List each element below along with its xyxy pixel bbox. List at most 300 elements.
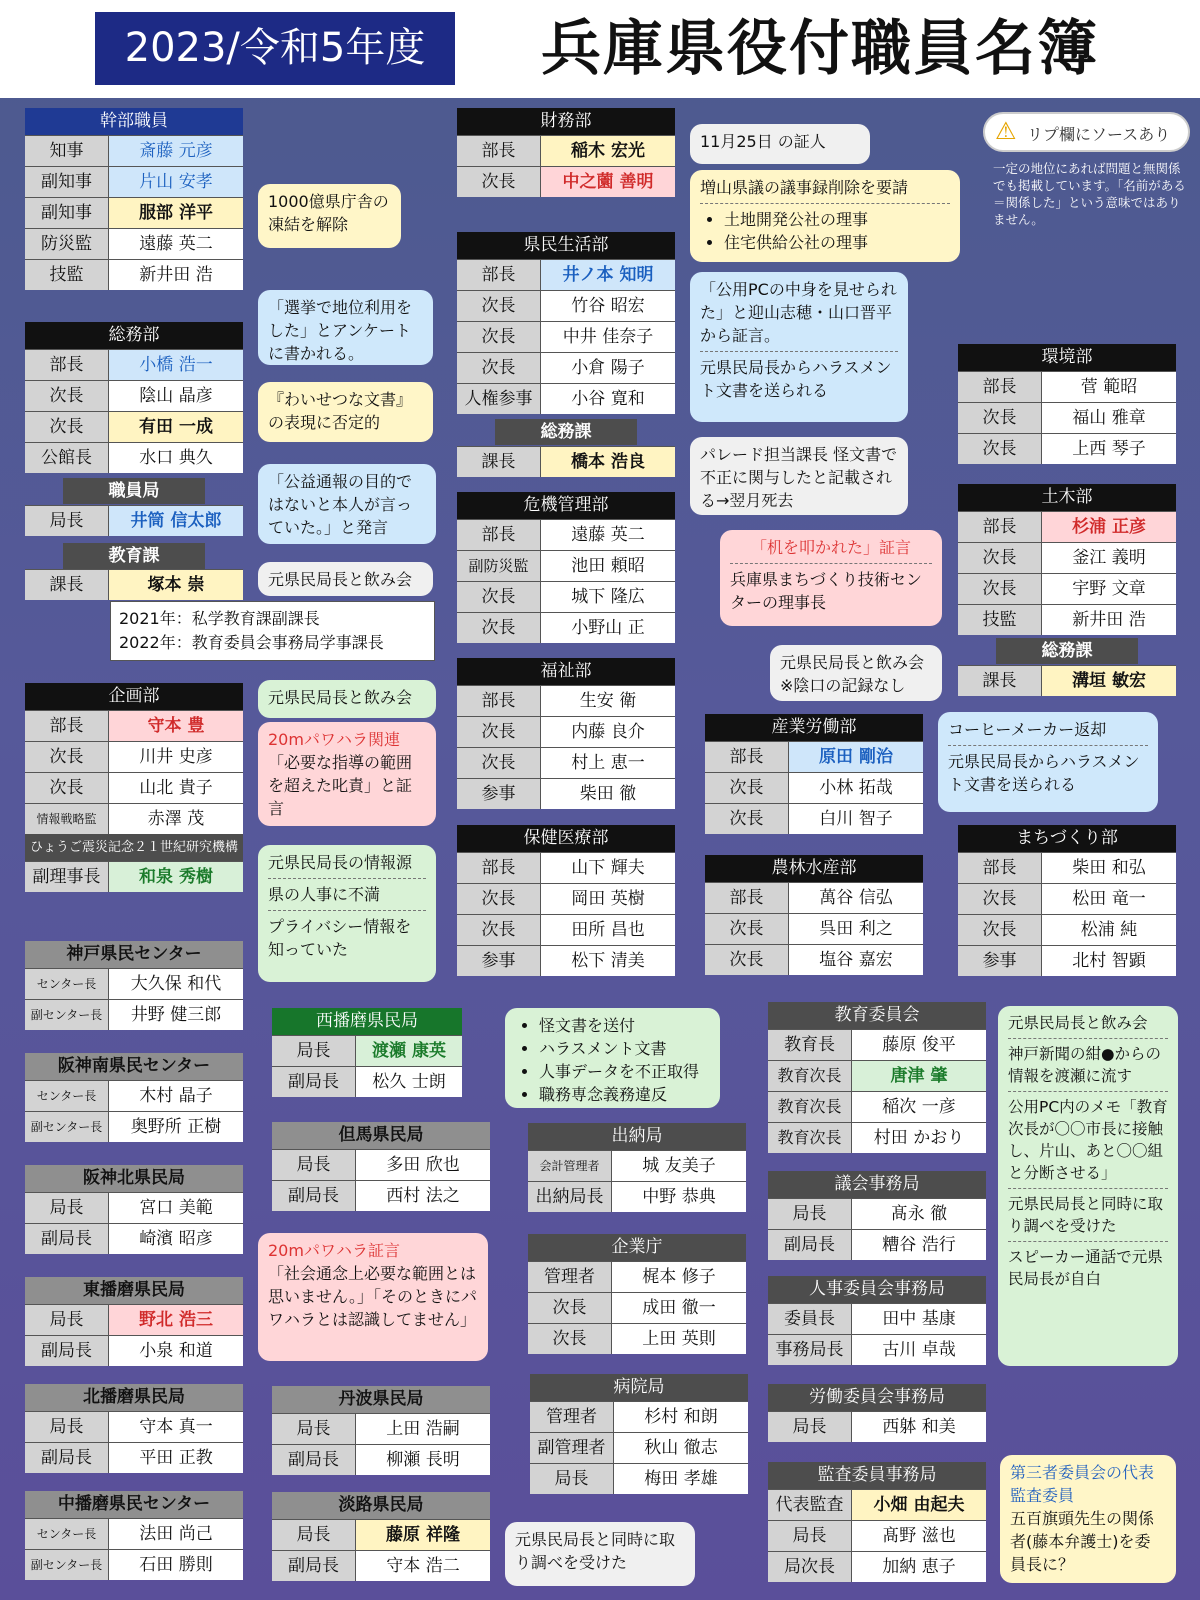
block-kansa — [768, 1462, 986, 1582]
person: 藤原 祥隆 — [356, 1520, 490, 1550]
role: 次長 — [528, 1293, 612, 1323]
person: 服部 洋平 — [109, 198, 243, 228]
role: 教育次長 — [768, 1092, 852, 1122]
person: 梅田 孝雄 — [644, 1469, 718, 1489]
block-kitaharima — [25, 1384, 243, 1473]
person: 小畑 由起夫 — [852, 1490, 986, 1520]
person: 有田 一成 — [109, 412, 243, 442]
block-title: 環境部 — [958, 344, 1176, 371]
person: 村田 かおり — [873, 1128, 965, 1148]
role: 次長 — [705, 945, 789, 975]
block-shokuin — [25, 505, 243, 536]
role: 副防災監 — [457, 551, 541, 581]
person: 塩谷 嘉宏 — [819, 950, 893, 970]
role: 教育次長 — [768, 1061, 852, 1091]
person: 陰山 晶彦 — [139, 386, 213, 406]
block-title: 教育委員会 — [768, 1002, 986, 1029]
person: 岡田 英樹 — [571, 889, 645, 909]
note-line: 公用PC内のメモ「教育次長が〇〇市長に接触し、片山、あと〇〇組と分断させる」 — [1008, 1098, 1168, 1182]
note-line: 「公用PCの中身を見せられた」と迎山志穂・山口晋平から証言。 — [700, 280, 897, 345]
note-izumi — [258, 845, 436, 982]
block-byoin — [530, 1374, 748, 1494]
block-title: 東播磨県民局 — [25, 1277, 243, 1304]
note-morimoto-a: 元県民局長と飲み会 — [258, 680, 436, 718]
block-title: まちづくり部 — [958, 825, 1176, 852]
note-line: 増山県議の議事録削除を要請 — [700, 178, 909, 197]
source-desc: 一定の地位にあれば問題と無関係でも掲載しています。「名前がある＝関係した」という意味ではありません。 — [993, 161, 1186, 227]
person: 加納 恵子 — [882, 1557, 956, 1577]
role: 部長 — [457, 520, 541, 550]
note-nakanozono — [690, 170, 960, 262]
note-line: コーヒーメーカー返却 — [948, 720, 1107, 739]
person: 杉村 和朗 — [644, 1407, 718, 1427]
person: 白川 智子 — [819, 809, 893, 829]
note-morimoto-b — [258, 722, 436, 826]
person: 城下 隆広 — [571, 587, 645, 607]
sub-kiko: ひょうご震災記念２１世紀研究機構 — [25, 834, 243, 861]
history-line: 2021年：私学教育課副課長 — [119, 609, 320, 628]
role: 委員長 — [768, 1304, 852, 1334]
person: 塚本 崇 — [109, 570, 243, 600]
person: 柴田 和弘 — [1072, 858, 1146, 878]
note-line: 元県民局長の情報源 — [268, 853, 413, 872]
role: 部長 — [705, 742, 789, 772]
source-badge — [983, 112, 1190, 152]
person: 原田 剛治 — [789, 742, 923, 772]
role: 情報戦略監 — [25, 804, 109, 834]
note-line: • 職務専念義務違反 — [539, 1083, 710, 1106]
role: 次長 — [25, 773, 109, 803]
role: 局長 — [272, 1150, 356, 1180]
role: 事務局長 — [768, 1335, 852, 1365]
person: 稲木 宏光 — [541, 136, 675, 166]
person: 小倉 陽子 — [571, 358, 645, 378]
role: 次長 — [25, 412, 109, 442]
person: 小橋 浩一 — [109, 350, 243, 380]
block-kanbu — [25, 108, 243, 290]
block-kenmin — [457, 232, 675, 414]
note-watase — [505, 1008, 720, 1108]
person: 生安 衛 — [579, 691, 637, 711]
role: 会計管理者 — [528, 1151, 612, 1181]
role: 部長 — [457, 136, 541, 166]
person: 萬谷 信弘 — [819, 888, 893, 908]
person: 橋本 浩良 — [541, 447, 675, 477]
role: センター長 — [25, 969, 109, 999]
person: 福山 雅章 — [1072, 408, 1146, 428]
note-hashimoto: パレード担当課長 怪文書で不正に関与したと記載される→翌月死去 — [690, 437, 908, 515]
block-title: 西播磨県民局 — [272, 1008, 462, 1035]
person: 菅 範昭 — [1080, 377, 1138, 397]
role: 局長 — [768, 1199, 852, 1229]
person: 中野 恭典 — [642, 1187, 716, 1207]
person: 木村 晶子 — [139, 1086, 213, 1106]
role: 人権参事 — [457, 384, 541, 414]
block-somuka — [457, 446, 675, 477]
person: 新井田 浩 — [139, 265, 213, 285]
person: 片山 安孝 — [109, 167, 243, 197]
person: 石田 勝則 — [139, 1555, 213, 1575]
person: 内藤 良介 — [571, 722, 645, 742]
role: 次長 — [25, 742, 109, 772]
block-awaji — [272, 1492, 490, 1581]
person: 山北 貴子 — [139, 778, 213, 798]
role: 次長 — [958, 434, 1042, 464]
note-line: • ハラスメント文書 — [539, 1037, 710, 1060]
person: 藤原 俊平 — [882, 1035, 956, 1055]
person: 田中 基康 — [882, 1309, 956, 1329]
role: 副局長 — [25, 1224, 109, 1254]
role: 次長 — [958, 884, 1042, 914]
block-tajima — [272, 1122, 490, 1211]
block-title: 病院局 — [530, 1374, 748, 1401]
role: 課長 — [457, 447, 541, 477]
person: 田所 昌也 — [571, 920, 645, 940]
role: 次長 — [457, 613, 541, 643]
person: 稲次 一彦 — [882, 1097, 956, 1117]
note-line: • 人事データを不正取得 — [539, 1060, 710, 1083]
role: 知事 — [25, 136, 109, 166]
role: 副理事長 — [25, 862, 109, 892]
role: 防災監 — [25, 229, 109, 259]
sub-kyoiku: 教育課 — [63, 543, 205, 569]
sub-doboku-somu: 総務課 — [996, 638, 1138, 664]
role: 局長 — [530, 1464, 614, 1494]
block-title: 県民生活部 — [457, 232, 675, 259]
role: 次長 — [457, 915, 541, 945]
role: 管理者 — [530, 1402, 614, 1432]
role: 参事 — [457, 779, 541, 809]
block-zaimu — [457, 108, 675, 197]
block-title: 労働委員会事務局 — [768, 1384, 986, 1411]
person: 遠藤 英二 — [139, 234, 213, 254]
block-nakaharima — [25, 1491, 243, 1580]
person: 井筒 信太郎 — [109, 506, 243, 536]
role: 次長 — [457, 322, 541, 352]
block-title: 福祉部 — [457, 658, 675, 685]
block-title: 企画部 — [25, 683, 243, 710]
block-title: 阪神北県民局 — [25, 1165, 243, 1192]
role: 部長 — [457, 260, 541, 290]
role: 部長 — [457, 686, 541, 716]
person: 松田 竜一 — [1072, 889, 1146, 909]
block-title: 監査委員事務局 — [768, 1462, 986, 1489]
note-hattori: 1000億県庁舎の凍結を解除 — [258, 184, 401, 248]
person: 松浦 純 — [1080, 920, 1138, 940]
note-line: 20mパワハラ証言 — [268, 1241, 400, 1260]
block-kankyo — [958, 344, 1176, 464]
role: 部長 — [958, 372, 1042, 402]
role: 技監 — [958, 605, 1042, 635]
block-title: 神戸県民センター — [25, 941, 243, 968]
note-mizogaki — [770, 645, 942, 701]
role: 副知事 — [25, 198, 109, 228]
note-fujiwara: 元県民局長と同時に取り調べを受けた — [505, 1522, 695, 1586]
person: 守本 豊 — [109, 711, 243, 741]
block-title: 阪神南県民センター — [25, 1053, 243, 1080]
block-title: 中播磨県民センター — [25, 1491, 243, 1518]
note-line: 「机を叩かれた」証言 — [750, 538, 911, 557]
role: 次長 — [705, 773, 789, 803]
person: 杉浦 正彦 — [1042, 512, 1176, 542]
person: 小林 拓哉 — [819, 778, 893, 798]
role: 次長 — [457, 748, 541, 778]
role: 次長 — [457, 353, 541, 383]
person: 中之薗 善明 — [541, 167, 675, 197]
note-tsukamoto: 元県民局長と飲み会 — [258, 562, 433, 596]
block-title: 土木部 — [958, 484, 1176, 511]
role: 参事 — [958, 946, 1042, 976]
note-line: 元県民局長と同時に取り調べを受けた — [1008, 1195, 1164, 1235]
person: 成田 徹一 — [642, 1298, 716, 1318]
role: 局長 — [272, 1414, 356, 1444]
note-line: ※陰口の記録なし — [780, 676, 906, 695]
person: 池田 頼昭 — [571, 556, 645, 576]
year-banner: 2023/令和5年度 — [95, 12, 455, 85]
role: 局長 — [25, 1193, 109, 1223]
note-line: 兵庫県まちづくり技術センターの理事長 — [730, 570, 922, 612]
person: 法田 尚己 — [139, 1524, 213, 1544]
role: 局長 — [25, 506, 109, 536]
person: 松久 士朗 — [372, 1072, 446, 1092]
block-nishiharima — [272, 1008, 462, 1097]
note-line: プライバシー情報を知っていた — [268, 917, 412, 959]
note-karatsu — [998, 1006, 1178, 1366]
person: 小野山 正 — [571, 618, 645, 638]
role: 部長 — [25, 711, 109, 741]
role: 局長 — [768, 1412, 852, 1442]
block-kigyo — [528, 1234, 746, 1354]
block-tanba — [272, 1386, 490, 1475]
role: 副局長 — [25, 1336, 109, 1366]
role: 次長 — [457, 582, 541, 612]
block-kyoikuiin — [768, 1002, 986, 1153]
block-hoken — [457, 825, 675, 976]
note-line: 「社会通念上必要な範囲とは思いません。」「そのときにパワハラとは認識してません」 — [268, 1264, 477, 1329]
person: 柴田 徹 — [579, 784, 637, 804]
role: 次長 — [958, 915, 1042, 945]
person: 上田 英則 — [642, 1329, 716, 1349]
person: 小谷 寛和 — [571, 389, 645, 409]
block-higashiharima — [25, 1277, 243, 1366]
block-title: 北播磨県民局 — [25, 1384, 243, 1411]
block-kikaku — [25, 683, 243, 892]
role: 副管理者 — [530, 1433, 614, 1463]
note-inomoto — [690, 272, 908, 422]
note-line: 神戸新聞の紺●からの情報を渡瀬に流す — [1008, 1045, 1162, 1085]
block-title: 幹部職員 — [25, 108, 243, 135]
block-title: 丹波県民局 — [272, 1386, 490, 1413]
person: 松下 清美 — [571, 951, 645, 971]
person: 北村 智顕 — [1072, 951, 1146, 971]
block-suito — [528, 1123, 746, 1212]
role: 部長 — [25, 350, 109, 380]
note-line: 元県民局長からハラスメント文書を送られる — [700, 358, 892, 400]
role: 公館長 — [25, 443, 109, 473]
block-kobe — [25, 941, 243, 1030]
person: 斎藤 元彦 — [109, 136, 243, 166]
block-doboku — [958, 484, 1176, 635]
person: 守本 真一 — [139, 1417, 213, 1437]
role: 副センター長 — [25, 1550, 109, 1580]
block-title: 総務部 — [25, 322, 243, 349]
person: 新井田 浩 — [1072, 610, 1146, 630]
person: 水口 典久 — [139, 448, 213, 468]
block-hanshinkita — [25, 1165, 243, 1254]
person: 宮口 美範 — [139, 1198, 213, 1218]
person: 釜江 義明 — [1072, 548, 1146, 568]
person: 平田 正教 — [139, 1448, 213, 1468]
person: 野北 浩三 — [109, 1305, 243, 1335]
person: 城 友美子 — [642, 1156, 716, 1176]
note-line: • 住宅供給公社の理事 — [724, 231, 950, 254]
role: 副局長 — [272, 1181, 356, 1211]
block-hanshinminami — [25, 1053, 243, 1142]
role: 副局長 — [25, 1443, 109, 1473]
role: 代表監査 — [768, 1490, 852, 1520]
person: 秋山 徹志 — [644, 1438, 718, 1458]
person: 上田 浩嗣 — [386, 1419, 460, 1439]
person: 山下 輝夫 — [571, 858, 645, 878]
person: 古川 卓哉 — [882, 1340, 956, 1360]
header — [0, 0, 1200, 98]
person: 小泉 和道 — [139, 1341, 213, 1361]
block-sangyo — [705, 714, 923, 834]
block-title: 淡路県民局 — [272, 1492, 490, 1519]
person: 村上 恵一 — [571, 753, 645, 773]
person: 中井 佳奈子 — [562, 327, 654, 347]
person: 上西 琴子 — [1072, 439, 1146, 459]
person: 宇野 文章 — [1072, 579, 1146, 599]
person: 西躰 和美 — [882, 1417, 956, 1437]
note-line: 元県民局長からハラスメント文書を送られる — [948, 752, 1140, 794]
note-line: • 土地開発公社の理事 — [724, 208, 950, 231]
role: 次長 — [25, 381, 109, 411]
person: 奥野所 正樹 — [130, 1117, 222, 1137]
block-title: 保健医療部 — [457, 825, 675, 852]
person: 溝垣 敏宏 — [1042, 666, 1176, 696]
note-arita: 『わいせつな文書』の表現に否定的 — [258, 382, 433, 442]
person: 呉田 利之 — [819, 919, 893, 939]
person: 和泉 秀樹 — [109, 862, 243, 892]
role: 部長 — [958, 853, 1042, 883]
role: 部長 — [958, 512, 1042, 542]
role: 技監 — [25, 260, 109, 290]
source-label: リプ欄にソースあり — [1027, 125, 1171, 144]
block-title: 人事委員会事務局 — [768, 1276, 986, 1303]
history-line: 2022年：教育委員会事務局学事課長 — [119, 633, 384, 652]
role: 次長 — [457, 884, 541, 914]
person: 梶本 修子 — [642, 1267, 716, 1287]
note-sugiura — [720, 530, 942, 626]
person: 髙野 滋也 — [882, 1526, 956, 1546]
note-kobashi: 「選挙で地位利用をした」とアンケートに書かれる。 — [258, 290, 433, 365]
person: 井野 健三郎 — [130, 1005, 222, 1025]
person: 糟谷 浩行 — [882, 1235, 956, 1255]
role: 次長 — [958, 543, 1042, 573]
role: 副センター長 — [25, 1000, 109, 1030]
note-line: 20mパワハラ関連 — [268, 730, 400, 749]
role: 部長 — [457, 853, 541, 883]
person: 川井 史彦 — [139, 747, 213, 767]
note-obata — [1000, 1455, 1176, 1583]
note-izutsu: 「公益通報の目的ではないと本人が言っていた。」と発言 — [258, 464, 436, 544]
role: 副局長 — [768, 1230, 852, 1260]
role: 次長 — [958, 574, 1042, 604]
block-title: 議会事務局 — [768, 1171, 986, 1198]
note-line: 五百旗頭先生の関係者(藤本弁護士)を委員長に？ — [1010, 1509, 1155, 1574]
person: 遠藤 英二 — [571, 525, 645, 545]
block-kyoikuka — [25, 569, 243, 600]
role: 副局長 — [272, 1551, 356, 1581]
block-somu — [25, 322, 243, 473]
block-norin — [705, 855, 923, 975]
block-title: 但馬県民局 — [272, 1122, 490, 1149]
note-line: 元県民局長と飲み会 — [780, 653, 925, 672]
role: 課長 — [958, 666, 1042, 696]
role: 局長 — [768, 1521, 852, 1551]
block-title: 財務部 — [457, 108, 675, 135]
role: 局長 — [272, 1520, 356, 1550]
role: センター長 — [25, 1519, 109, 1549]
person: 渡瀬 康英 — [356, 1036, 462, 1066]
role: 部長 — [705, 883, 789, 913]
person: 髙永 徹 — [890, 1204, 948, 1224]
person: 竹谷 昭宏 — [571, 296, 645, 316]
role: 管理者 — [528, 1262, 612, 1292]
note-line: 元県民局長と飲み会 — [1008, 1014, 1148, 1032]
block-jinji — [768, 1276, 986, 1365]
role: 次長 — [705, 804, 789, 834]
person: 守本 浩二 — [386, 1556, 460, 1576]
person: 赤澤 茂 — [147, 809, 205, 829]
role: 次長 — [457, 167, 541, 197]
role: 教育長 — [768, 1030, 852, 1060]
role: 出納局長 — [528, 1182, 612, 1212]
role: センター長 — [25, 1081, 109, 1111]
note-line: 第三者委員会の代表監査委員 — [1010, 1463, 1155, 1505]
role: 次長 — [457, 717, 541, 747]
block-gikai — [768, 1171, 986, 1260]
role: 次長 — [705, 914, 789, 944]
role: 次長 — [958, 403, 1042, 433]
sub-shokuin: 職員局 — [63, 478, 205, 504]
block-title: 出納局 — [528, 1123, 746, 1150]
note-line: • 怪文書を送付 — [539, 1014, 710, 1037]
block-rodo — [768, 1384, 986, 1442]
person: 西村 法之 — [386, 1186, 460, 1206]
block-title: 産業労働部 — [705, 714, 923, 741]
role: 局長 — [25, 1412, 109, 1442]
sub-somuka: 総務課 — [495, 419, 637, 445]
role: 教育次長 — [768, 1123, 852, 1153]
warning-icon: ⚠ — [995, 117, 1017, 145]
person: 柳瀬 長明 — [386, 1450, 460, 1470]
person: 多田 欣也 — [386, 1155, 460, 1175]
role: 副知事 — [25, 167, 109, 197]
person: 崎濱 昭彦 — [139, 1229, 213, 1249]
role: 局長 — [272, 1036, 356, 1066]
person: 井ノ本 知明 — [541, 260, 675, 290]
block-fukushi — [457, 658, 675, 809]
role: 参事 — [457, 946, 541, 976]
page-title: 兵庫県役付職員名簿 — [541, 14, 1099, 84]
note-line: 「必要な指導の範囲を超えた叱責」と証言 — [268, 753, 413, 818]
role: 副センター長 — [25, 1112, 109, 1142]
role: 副局長 — [272, 1067, 356, 1097]
note-nokita — [258, 1233, 488, 1361]
role: 次長 — [457, 291, 541, 321]
